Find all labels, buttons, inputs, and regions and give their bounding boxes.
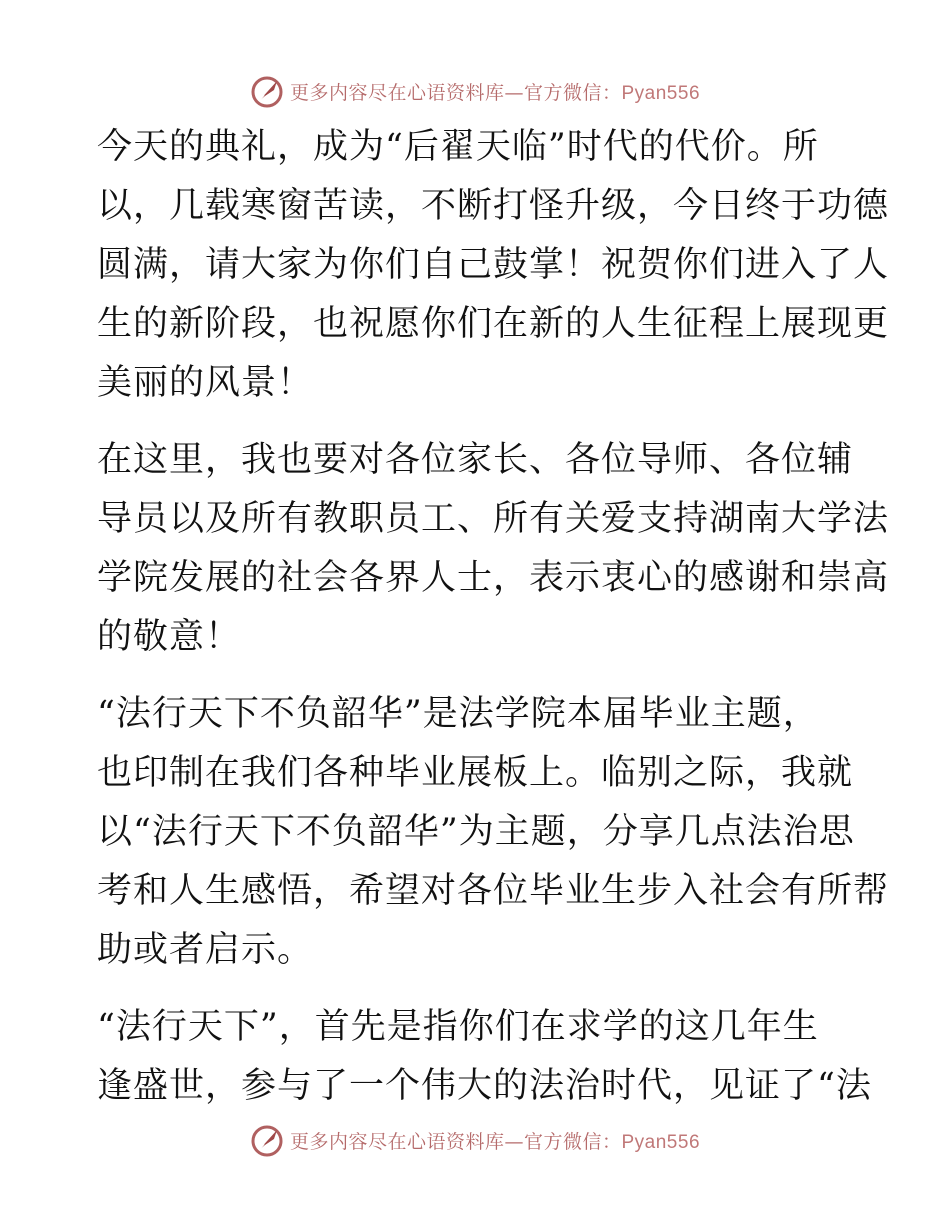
paragraph-4 [97, 1007, 872, 1106]
text-line: “法行天下不负韶华”是法学院本届毕业主题， [97, 694, 819, 734]
text-line: 导员以及所有教职员工、所有关爱支持湖南大学法 [97, 499, 890, 539]
paragraph-1 [97, 127, 890, 403]
document-body [97, 127, 890, 1126]
text-line: 在这里，我也要对各位家长、各位导师、各位辅 [97, 440, 854, 480]
text-line: 考和人生感悟，希望对各位毕业生步入社会有所帮 [97, 871, 890, 911]
text-line: 的敬意！ [97, 617, 242, 657]
header-banner-text: 更多内容尽在心语资料库—官方微信：Pyan556 [289, 81, 701, 104]
paragraph-2 [97, 440, 890, 657]
quill-pen-logo-icon [250, 1123, 284, 1157]
text-line: “法行天下”，首先是指你们在求学的这几年生 [97, 1007, 819, 1047]
paragraph-3 [97, 694, 890, 970]
quill-pen-logo-icon [250, 74, 284, 108]
text-line: 圆满，请大家为你们自己鼓掌！祝贺你们进入了人 [97, 245, 890, 285]
text-line: 学院发展的社会各界人士，表示衷心的感谢和崇高 [97, 558, 890, 598]
footer-banner [0, 1120, 950, 1160]
text-line: 逢盛世，参与了一个伟大的法治时代，见证了“法 [97, 1066, 872, 1106]
text-line: 以，几载寒窗苦读，不断打怪升级，今日终于功德 [97, 186, 890, 226]
text-line: 以“法行天下不负韶华”为主题，分享几点法治思 [97, 812, 855, 852]
text-line: 也印制在我们各种毕业展板上。临别之际，我就 [97, 753, 854, 793]
text-line: 生的新阶段，也祝愿你们在新的人生征程上展现更 [97, 304, 890, 344]
footer-banner-text: 更多内容尽在心语资料库—官方微信：Pyan556 [289, 1130, 701, 1153]
text-line: 美丽的风景！ [97, 363, 314, 403]
text-line: 今天的典礼，成为“后翟天临”时代的代价。所 [97, 127, 819, 167]
text-line: 助或者启示。 [97, 930, 314, 970]
header-banner [0, 71, 950, 111]
